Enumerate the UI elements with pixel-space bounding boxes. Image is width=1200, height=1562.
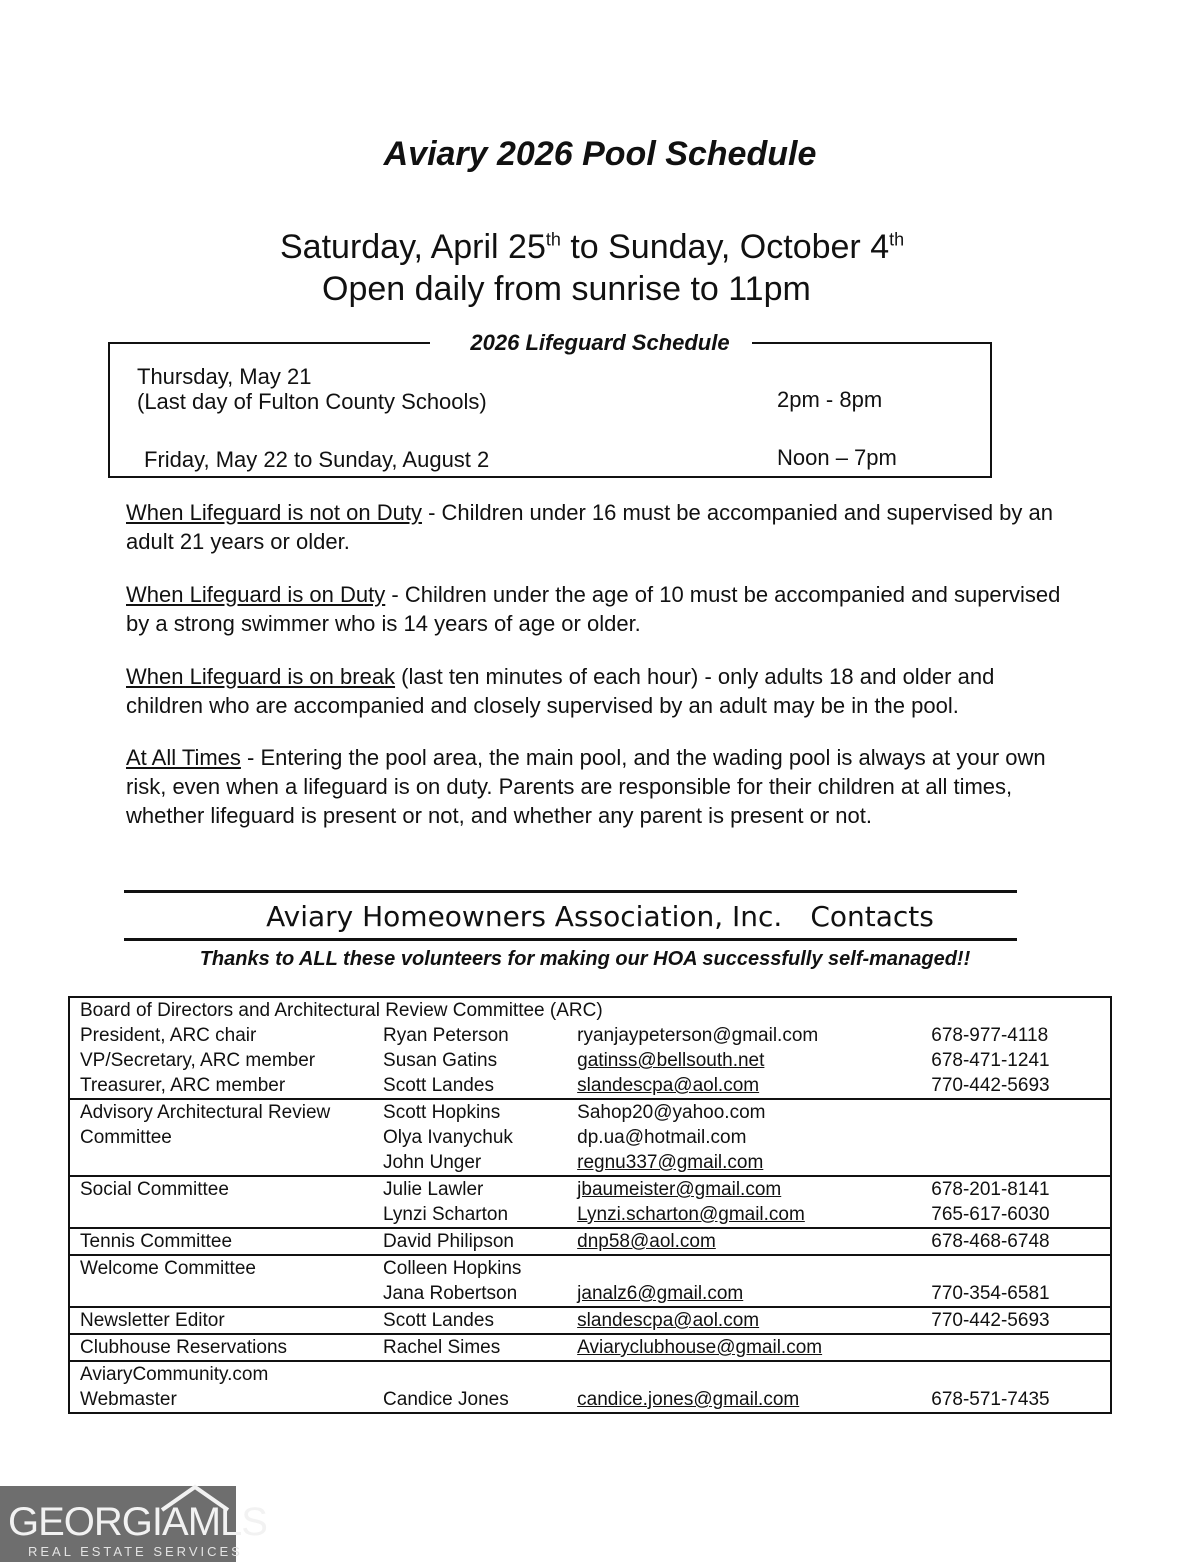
lifeguard-row-1-date: Thursday, May 21 (137, 364, 312, 389)
contact-role (69, 1150, 373, 1176)
contact-email[interactable]: jbaumeister@gmail.com (567, 1176, 921, 1202)
contact-phone: 678-201-8141 (921, 1176, 1111, 1202)
contact-name: David Philipson (373, 1228, 567, 1255)
contact-name: Jana Robertson (383, 1283, 518, 1304)
contact-name: Julie Lawler (373, 1176, 567, 1202)
contact-name: Lynzi Scharton (383, 1204, 509, 1225)
contact-role: Welcome Committee (69, 1255, 373, 1281)
contact-phone (921, 1334, 1111, 1361)
contact-phone (921, 1150, 1111, 1176)
table-row (69, 1334, 1111, 1361)
divider-top (124, 890, 1017, 893)
table-row (69, 1099, 1111, 1125)
table-row (69, 1281, 1111, 1307)
contact-role: AviaryCommunity.com (69, 1361, 373, 1387)
season-dates: Saturday, April 25th to Sunday, October 4th (280, 228, 905, 266)
contact-role: Committee (80, 1127, 172, 1148)
contact-phone: 678-977-4118 (931, 1025, 1049, 1046)
contact-name: Olya Ivanychuk (383, 1127, 513, 1148)
thanks-note: Thanks to ALL these volunteers for making our HOA successfully self-managed!! (199, 948, 971, 970)
table-row (69, 1307, 1111, 1334)
contact-phone (921, 1099, 1111, 1125)
contact-phone: 770-442-5693 (921, 1307, 1111, 1334)
board-header: Board of Directors and Architectural Review Committee (ARC) (80, 1000, 603, 1021)
rule-at-all-times: At All Times - Entering the pool area, the main pool, and the wading pool is always at your own risk, even when a lifeguard is on duty. Parents are responsible for their children at all times, whether lifeguard is present or not, and whether any parent is present or not. (126, 745, 1046, 828)
contact-phone: 678-471-1241 (931, 1050, 1050, 1071)
contact-email (567, 1255, 921, 1281)
lifeguard-row-2-time: Noon – 7pm (777, 445, 897, 470)
contact-role: VP/Secretary, ARC member (80, 1050, 316, 1071)
contact-phone (921, 1361, 1111, 1387)
contact-name (373, 1361, 567, 1387)
contact-email[interactable]: slandescpa@aol.com (567, 1307, 921, 1334)
logo-text: GEORGIAMLS (8, 1500, 267, 1544)
contact-email[interactable]: gatinss@bellsouth.net (577, 1050, 765, 1071)
contact-phone: 770-354-6581 (931, 1283, 1050, 1304)
contact-name: Colleen Hopkins (373, 1255, 567, 1281)
table-row (69, 1228, 1111, 1255)
contacts-table (68, 996, 1112, 1414)
page-title: Aviary 2026 Pool Schedule (383, 135, 817, 173)
lifeguard-row-1-note: (Last day of Fulton County Schools) (137, 389, 487, 414)
contact-email[interactable]: slandescpa@aol.com (577, 1075, 760, 1096)
contact-role: Treasurer, ARC member (80, 1075, 286, 1096)
contact-email[interactable]: Lynzi.scharton@gmail.com (577, 1204, 805, 1225)
contact-name: Scott Landes (383, 1075, 494, 1096)
contact-role: Social Committee (69, 1176, 373, 1202)
contact-name: Scott Hopkins (373, 1099, 567, 1125)
contact-email[interactable]: Aviaryclubhouse@gmail.com (567, 1334, 921, 1361)
rule-on-duty: When Lifeguard is on Duty - Children under the age of 10 must be accompanied and supervised by a strong swimmer who is 14 years of age or older. (126, 582, 1061, 636)
table-row (69, 1255, 1111, 1281)
hoa-contacts-heading: Aviary Homeowners Association, Inc. Contacts (266, 900, 934, 933)
contact-phone (921, 1255, 1111, 1281)
contact-role: Clubhouse Reservations (69, 1334, 373, 1361)
contact-name: Scott Landes (373, 1307, 567, 1334)
rule-on-break: When Lifeguard is on break (last ten minutes of each hour) - only adults 18 and older and children who are accompanied and closely supervised by an adult may be in the pool. (126, 664, 995, 718)
table-row (69, 1202, 1111, 1228)
table-row (69, 1073, 1111, 1099)
lifeguard-row-2-date: Friday, May 22 to Sunday, August 2 (144, 447, 490, 472)
contact-phone: 765-617-6030 (931, 1204, 1050, 1225)
contact-phone: 770-442-5693 (931, 1075, 1050, 1096)
box-top-border-left (108, 342, 430, 344)
contact-email[interactable]: regnu337@gmail.com (577, 1152, 764, 1173)
box-top-border-right (752, 342, 990, 344)
open-hours: Open daily from sunrise to 11pm (322, 270, 811, 308)
table-row (69, 1176, 1111, 1202)
table-row (69, 1023, 1111, 1048)
contact-email[interactable]: Sahop20@yahoo.com (567, 1099, 921, 1125)
contact-phone (921, 1125, 1111, 1150)
contact-email[interactable]: dp.ua@hotmail.com (577, 1127, 747, 1148)
contact-role (69, 1281, 373, 1307)
contact-email[interactable]: ryanjaypeterson@gmail.com (577, 1025, 819, 1046)
contact-name: Susan Gatins (383, 1050, 498, 1071)
contact-name: John Unger (383, 1152, 482, 1173)
contact-email[interactable]: candice.jones@gmail.com (577, 1389, 800, 1410)
table-row (69, 1125, 1111, 1150)
table-row (69, 1150, 1111, 1176)
rule-not-on-duty: When Lifeguard is not on Duty - Children under 16 must be accompanied and supervised by an adult 21 years or older. (126, 500, 1053, 554)
contact-email[interactable]: janalz6@gmail.com (577, 1283, 744, 1304)
contact-name: Ryan Peterson (383, 1025, 509, 1046)
contact-phone: 678-468-6748 (921, 1228, 1111, 1255)
contact-role: Tennis Committee (69, 1228, 373, 1255)
table-row (69, 1361, 1111, 1387)
contact-role: Webmaster (80, 1389, 177, 1410)
contact-role (69, 1202, 373, 1228)
contact-role: Newsletter Editor (69, 1307, 373, 1334)
contact-name: Candice Jones (383, 1389, 509, 1410)
contact-email (567, 1361, 921, 1387)
contact-phone: 678-571-7435 (931, 1389, 1050, 1410)
contact-role: Advisory Architectural Review (69, 1099, 373, 1125)
lifeguard-schedule-title: 2026 Lifeguard Schedule (450, 330, 750, 356)
logo-subtext: REAL ESTATE SERVICES (28, 1544, 243, 1559)
divider-bottom (124, 938, 1017, 941)
table-row (69, 1387, 1111, 1413)
lifeguard-row-1-time: 2pm - 8pm (777, 387, 883, 412)
table-header-row (69, 997, 1111, 1023)
table-row (69, 1048, 1111, 1073)
contact-email[interactable]: dnp58@aol.com (567, 1228, 921, 1255)
contact-name: Rachel Simes (373, 1334, 567, 1361)
contact-role: President, ARC chair (80, 1025, 257, 1046)
